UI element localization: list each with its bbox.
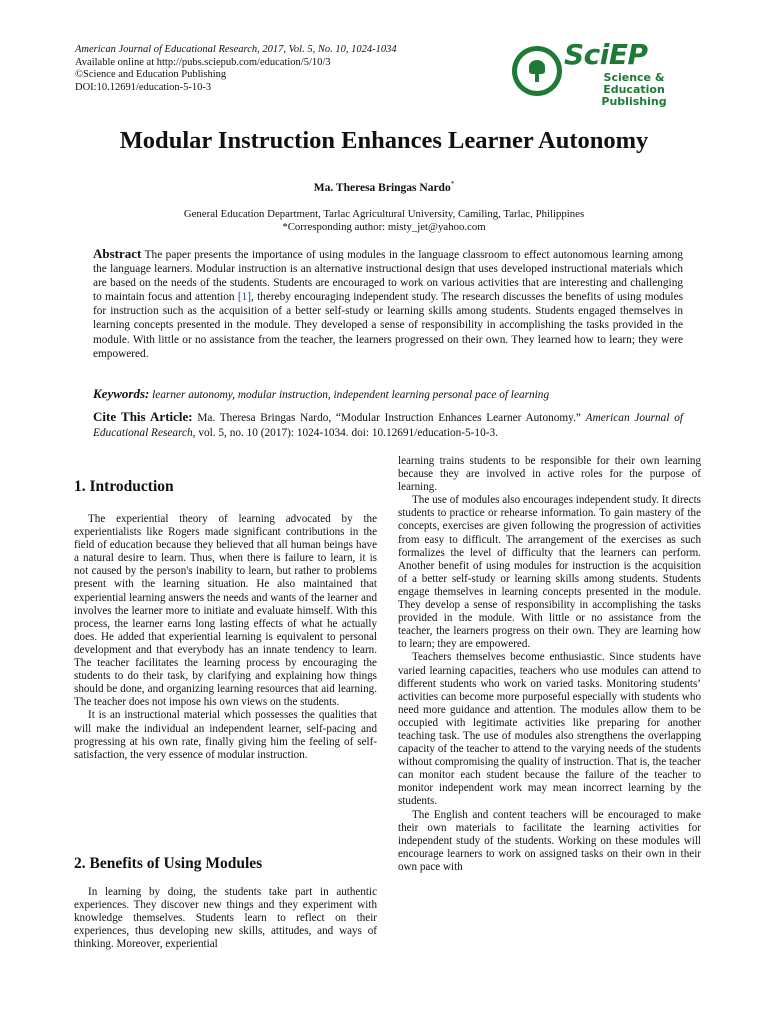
doi-line: DOI:10.12691/education-5-10-3 <box>75 81 212 93</box>
journal-citation-line: American Journal of Educational Research, 2017, Vol. 5, No. 10, 1024-1034 <box>75 44 397 55</box>
copyright-line: ©Science and Education Publishing <box>75 69 227 81</box>
paragraph: The experiential theory of learning advocated by the experientialists like Rogers made significant contributions in the field of education because they believed that all human beings have a natural desire to learn. Thus, when there is failure to learn, it is not caused by the person's inability to learn, but rather to problems present with the learning situation. He also maintained that experiential learning answers the needs and wants of the learner and involves the learner more to initiate and evaluate himself. With this process, the learner earns long lasting effects of what he actually does. He added that experiential learning is equivalent to personal development and that everybody has an innate tendency to learn. The teacher facilitates the learning process by encouraging the students to do their task, by clarifying and explaining how things should be done, and organizing learning resources that aid learning. The teacher does not impose his own views on the students. <box>74 513 377 709</box>
paragraph: It is an instructional material which possesses the qualities that will make the individual an independent learner, self-pacing and progressing at his own rate, finally giving him the feeling of self-satisfaction, the very essence of modular instruction. <box>74 709 377 761</box>
right-column <box>398 455 701 874</box>
keywords-text: learner autonomy, modular instruction, independent learning personal pace of learning <box>149 389 550 401</box>
section-heading-benefits: 2. Benefits of Using Modules <box>74 855 263 872</box>
logo-subtitle: Science & Education Publishing <box>601 71 667 108</box>
section-heading-introduction: 1. Introduction <box>74 478 174 495</box>
abstract-label: Abstract <box>93 246 142 261</box>
abstract-text-a: The paper presents the importance of using modules in the language classroom to effect autonomous learning among the language learners. Modular instruction is an alternative instructional design that uses developed instructional materials which are based on the needs of the students. Students are encouraged to work on various activities that are interesting and challenging to maintain focus and attention <box>93 249 683 304</box>
abstract <box>93 247 683 361</box>
cite-text-a: Ma. Theresa Bringas Nardo, “Modular Instruction Enhances Learner Autonomy.” <box>192 412 586 424</box>
cite-journal-name: American Journal of Educational Research <box>93 412 683 439</box>
abstract-text-b: , thereby encouraging independent study. The research discusses the benefits of using modules for instruction such as the acquisition of a better self-study or learning skills among students. Students engaged themselves in learning concepts presented in the module. They developed a sense of responsibility in accomplishing the tasks provided in the module. With little or no assistance from the teacher, the learners progressed on their own. They learned how to learn; they were empowered. <box>93 291 683 360</box>
keywords <box>93 386 693 402</box>
keywords-label: Keywords: <box>93 386 150 401</box>
citation-link[interactable]: [1] <box>237 291 252 304</box>
cite-text-b: , vol. 5, no. 10 (2017): 1024-1034. doi: 10.12691/education-5-10-3. <box>192 427 498 439</box>
author-name: Ma. Theresa Bringas Nardo* <box>313 180 455 194</box>
journal-header <box>75 44 475 94</box>
paragraph: Teachers themselves become enthusiastic. Since students have varied learning capacities, teachers who use modules can attend to different students who work on varied tasks. Monitoring students’ activities can become more purposeful especially with students who need more guidance and attention. The modules allow them to be occupied with legitimate activities like preparing for another teaching task. The use of modules also strengthens the overlapping capacity of the teacher to attend to the varying needs of the students without compromising the quality of instruction. That is, the teacher can monitor each student because the failure of the teacher to monitor independent work may mean incorrect learning by the students. <box>398 651 701 808</box>
paragraph: The English and content teachers will be encouraged to make their own materials to facilitate the learning activities for independent study of the students. Working on these modules will encourage learners to work on assigned tasks on their own in their own pace with <box>398 808 701 873</box>
availability-line: Available online at http://pubs.sciepub.com/education/5/10/3 <box>75 56 331 68</box>
cite-label: Cite This Article: <box>93 409 193 424</box>
logo-brand-text: SciEP <box>564 38 648 71</box>
affiliation <box>0 208 768 233</box>
introduction-body <box>74 513 377 762</box>
paragraph: learning trains students to be responsible for their own learning because they are involved in active roles for the purpose of learning. <box>398 455 701 494</box>
paragraph: The use of modules also encourages independent study. It directs students to practice or rehearse information. To gain mastery of the concepts, exercises are given following the progression of activities from easy to difficult. The arrangement of the exercises as such formalizes the level of difficulty that the learners can perform. Another benefit of using modules for instruction is the acquisition of a better self-study or learning skills among students. Students engage themselves in learning concepts presented in the module. They develop a sense of responsibility in accomplishing the tasks provided in the module. With little or no assistance from the teacher, the learners progress on their own. They are learning how to learn; they are empowered. <box>398 494 701 651</box>
affiliation-line: General Education Department, Tarlac Agricultural University, Camiling, Tarlac, Philippines <box>183 208 585 220</box>
globe-icon <box>512 46 562 96</box>
benefits-body <box>74 886 377 951</box>
sciep-logo <box>512 38 694 108</box>
paragraph: In learning by doing, the students take part in authentic experiences. They discover new things and they experiment with knowledge themselves. Students learn to reflect on their experiences, thus developing new skills, attitudes, and ways of thinking. Moreover, experiential <box>74 886 377 951</box>
paper-title: Modular Instruction Enhances Learner Autonomy <box>119 127 649 154</box>
corresponding-author: *Corresponding author: misty_jet@yahoo.com <box>282 220 486 233</box>
cite-this-article <box>93 409 683 441</box>
